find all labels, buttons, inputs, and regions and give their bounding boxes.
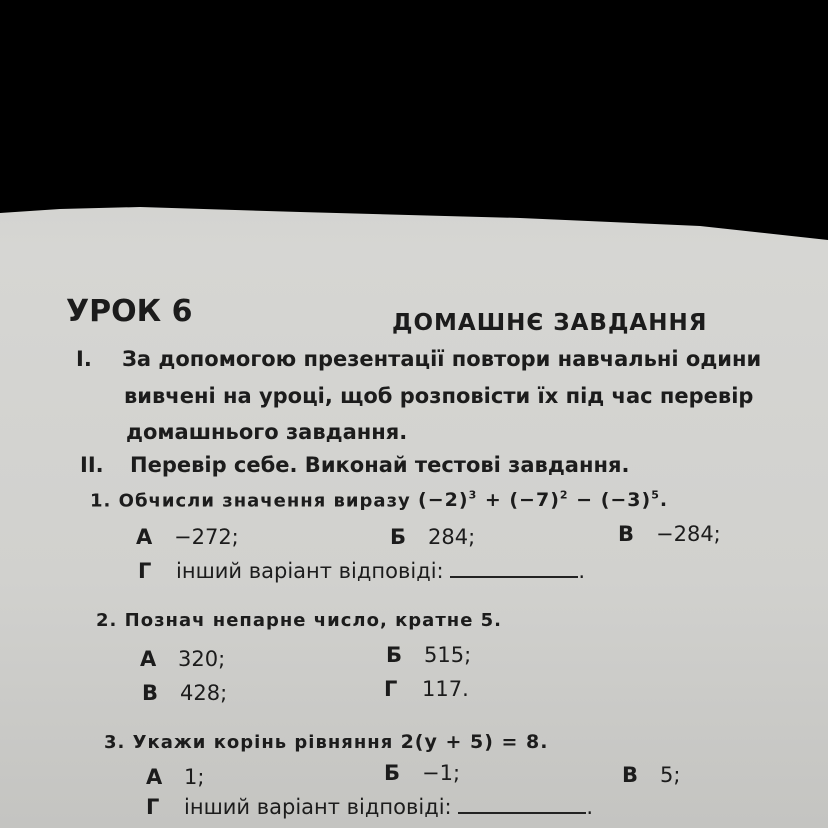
question-1-expression: $(-2)^3 + (-7)^2 - (-3)^5$.: [418, 489, 669, 512]
q1-option-v: В −284;: [618, 522, 721, 546]
part2-numeral: II.: [80, 453, 104, 477]
homework-title: ДОМАШНЄ ЗАВДАННЯ: [392, 310, 708, 336]
q2-option-v: В 428;: [142, 681, 228, 705]
question-1-number: 1.: [90, 490, 112, 512]
question-1: [90, 489, 668, 511]
question-2: [96, 610, 502, 631]
q3-option-v: В 5;: [622, 763, 681, 787]
question-2-text: Познач непарне число, кратне 5.: [124, 610, 503, 631]
question-3: [104, 731, 549, 753]
q1-option-g: Г інший варіант відповіді: .: [138, 559, 585, 583]
q3-answer-blank: [458, 798, 586, 814]
part1-line-3: домашнього завдання.: [126, 420, 408, 444]
q2-option-b: Б 515;: [386, 643, 472, 667]
q3-option-g: Г інший варіант відповіді: .: [146, 795, 593, 819]
question-1-text: Обчисли значення виразу: [118, 490, 411, 512]
part1-line-1: За допомогою презентації повтори навчальні одини: [122, 347, 762, 371]
q1-answer-blank: [450, 562, 578, 578]
q2-option-a: А 320;: [140, 647, 226, 671]
q3-option-a: А 1;: [146, 765, 205, 789]
q1-option-a: А −272;: [136, 525, 239, 549]
question-2-number: 2.: [96, 610, 118, 631]
question-3-text: Укажи корінь рівняння: [132, 732, 394, 753]
q3-option-b: Б −1;: [384, 761, 461, 785]
q1-option-b: Б 284;: [390, 525, 476, 549]
question-3-number: 3.: [104, 732, 126, 753]
q2-option-g: Г 117.: [384, 677, 469, 701]
question-3-expression: 2(y + 5) = 8.: [400, 731, 549, 753]
lesson-heading: УРОК 6: [66, 294, 193, 329]
part1-numeral: I.: [76, 347, 92, 371]
part2-text: Перевір себе. Виконай тестові завдання.: [130, 453, 630, 477]
part1-line-2: вивчені на уроці, щоб розповісти їх під час перевір: [124, 384, 754, 408]
